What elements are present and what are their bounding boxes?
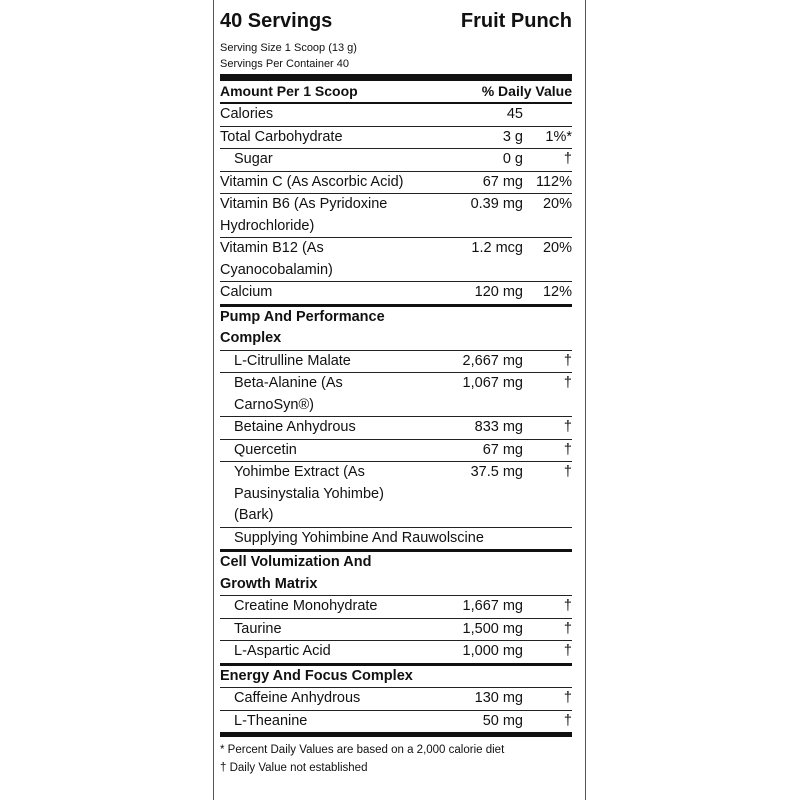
serving-size: Serving Size 1 Scoop (13 g): [220, 42, 357, 54]
nutrient-name: Sugar: [234, 151, 273, 167]
ingredient-name: Betaine Anhydrous: [234, 419, 356, 435]
ingredient-dv: †: [563, 419, 572, 435]
section-title: Cell Volumization And Growth Matrix: [220, 554, 372, 592]
nutrient-row: [220, 282, 572, 304]
ingredient-dv: †: [563, 352, 572, 369]
ingredient-amount: 67 mg: [482, 441, 523, 458]
nutrient-amount: 1.2 mcg: [471, 240, 523, 256]
ingredient-name: Quercetin: [234, 441, 297, 458]
nutrient-dv: [527, 104, 572, 126]
ingredient-dv: †: [563, 464, 572, 480]
ingredient-row: [220, 619, 572, 642]
ingredient-amount: 1,067 mg: [462, 375, 523, 391]
nutrient-name: Vitamin C (As Ascorbic Acid): [220, 173, 404, 190]
section-energy: [220, 666, 572, 689]
ingredient-amount: 2,667 mg: [462, 352, 523, 369]
ingredient-row: [220, 417, 572, 440]
flavor-title: Fruit Punch: [460, 10, 572, 32]
section-pump: [220, 307, 572, 351]
servings-per-container: Servings Per Container 40: [220, 58, 350, 70]
nutrient-dv: †: [563, 151, 572, 167]
nutrient-amount: 45: [506, 106, 523, 122]
nutrient-amount: 0.39 mg: [470, 196, 523, 212]
ingredient-row: [220, 641, 572, 663]
nutrient-dv: 20%: [542, 240, 572, 256]
nutrient-row: [220, 194, 572, 238]
ingredient-row: [220, 711, 572, 733]
section-title: Pump And Performance Complex: [220, 308, 385, 346]
ingredient-dv: †: [563, 620, 572, 637]
nutrient-amount: 67 mg: [482, 173, 523, 190]
ingredient-name: Caffeine Anhydrous: [234, 690, 361, 706]
nutrient-dv: 12%: [542, 284, 572, 300]
ingredient-dv: †: [563, 441, 572, 458]
nutrient-name: Vitamin B6 (As Pyridoxine Hydrochloride): [220, 196, 388, 234]
ingredient-amount: 1,500 mg: [462, 620, 523, 637]
ingredient-dv: †: [563, 598, 572, 614]
nutrient-row: [220, 172, 572, 195]
ingredient-amount: 130 mg: [474, 690, 523, 706]
nutrient-row: [220, 149, 572, 172]
ingredient-name: L-Theanine: [234, 712, 308, 729]
daily-value-label: % Daily Value: [481, 83, 572, 99]
ingredient-dv: †: [563, 375, 572, 391]
divider-bottom: [220, 732, 572, 737]
ingredient-row: [220, 462, 572, 528]
ingredient-row: [220, 373, 572, 417]
ingredient-row: [220, 688, 572, 711]
ingredient-amount: 1,000 mg: [462, 643, 523, 659]
nutrient-dv: 112%: [535, 173, 572, 190]
servings-title: 40 Servings: [220, 10, 333, 32]
nutrient-row: [220, 127, 572, 150]
amount-header: [220, 81, 572, 104]
nutrient-amount: 0 g: [502, 151, 523, 167]
ingredient-name: Taurine: [234, 620, 282, 637]
section-cell: [220, 552, 572, 596]
ingredient-row: [220, 596, 572, 619]
nutrient-name: Vitamin B12 (As Cyanocobalamin): [220, 240, 333, 278]
amount-per-label: Amount Per 1 Scoop: [220, 83, 358, 99]
ingredient-name: Beta-Alanine (As CarnoSyn®): [234, 375, 343, 413]
ingredient-amount: 833 mg: [474, 419, 523, 435]
nutrient-row: [220, 238, 572, 282]
supplement-facts-label: [220, 10, 572, 777]
nutrient-amount: 120 mg: [474, 284, 523, 300]
ingredient-name: Yohimbe Extract (As Pausinystalia Yohimbe) (Bark): [234, 464, 384, 523]
nutrient-row: [220, 104, 572, 127]
ingredient-dv: †: [563, 643, 572, 659]
ingredient-amount: 37.5 mg: [470, 464, 523, 480]
ingredient-name: Creatine Monohydrate: [234, 598, 378, 614]
divider-thick: [220, 74, 572, 81]
section-title: Energy And Focus Complex: [220, 667, 413, 684]
label-header: [220, 10, 572, 40]
footnote-dagger: † Daily Value not established: [220, 762, 368, 774]
ingredient-amount: 1,667 mg: [462, 598, 523, 614]
supplying-note: Supplying Yohimbine And Rauwolscine: [234, 529, 484, 546]
nutrient-name: Calories: [220, 106, 274, 122]
ingredient-dv: †: [563, 690, 572, 706]
ingredient-name: L-Aspartic Acid: [234, 643, 331, 659]
ingredient-amount: 50 mg: [482, 712, 523, 729]
ingredient-row: [220, 351, 572, 374]
nutrient-name: Calcium: [220, 284, 273, 300]
nutrient-dv: 1%*: [545, 128, 572, 145]
nutrient-amount: 3 g: [502, 128, 523, 145]
ingredient-dv: †: [563, 712, 572, 729]
ingredient-name: L-Citrulline Malate: [234, 352, 351, 369]
ingredient-row: [220, 440, 572, 463]
nutrient-name: Total Carbohydrate: [220, 128, 343, 145]
nutrient-dv: 20%: [542, 196, 572, 212]
footnote-percent-dv: * Percent Daily Values are based on a 2,000 calorie diet: [220, 744, 505, 756]
